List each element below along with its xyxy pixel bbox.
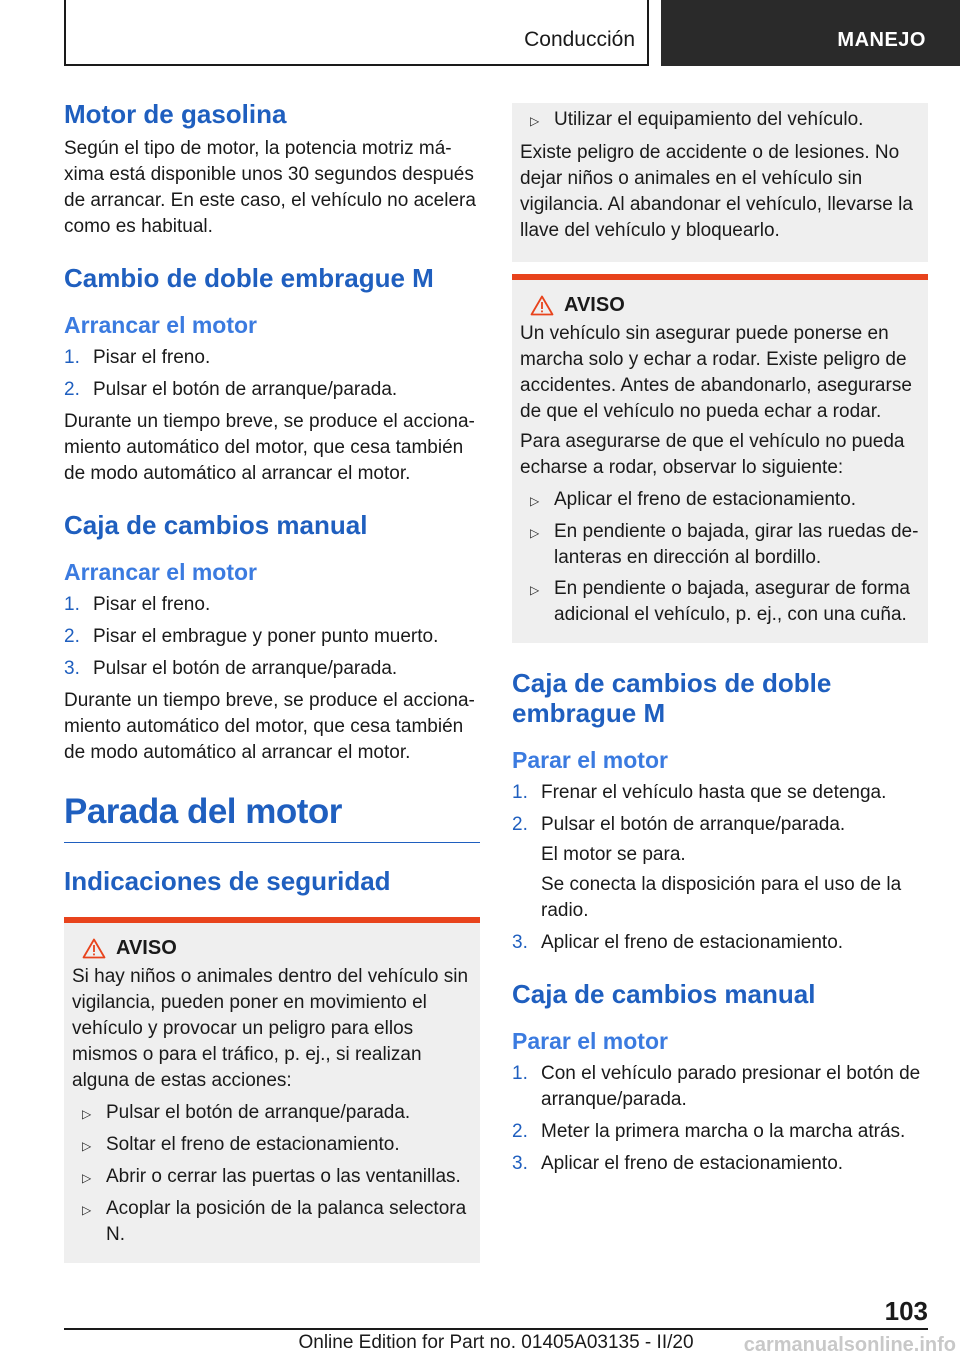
- step-number: 2.: [512, 1120, 528, 1142]
- warning-text: Para asegurarse de que el vehículo no pueda echarse a rodar, observar lo siguiente:: [520, 431, 905, 478]
- step-text: Con el vehículo parado presionar el botón de arranque/parada.: [541, 1062, 921, 1110]
- list-item: [72, 1164, 472, 1191]
- header-chapter-tab: [661, 0, 960, 66]
- triangle-bullet-icon: ▷: [530, 494, 540, 508]
- manual-stop-heading: Caja de cambios manual: [512, 978, 816, 1009]
- dct-stop-heading: Caja de cambios de doble embrague M: [512, 668, 832, 728]
- gasoline-heading: Motor de gasolina: [64, 99, 287, 129]
- triangle-bullet-icon: ▷: [530, 526, 540, 540]
- stop-engine-title: Parada del motor: [64, 792, 480, 843]
- step-text: Pulsar el botón de arranque/parada.: [93, 657, 398, 679]
- list-item: [72, 1196, 472, 1248]
- list-item: [520, 519, 920, 571]
- step-number: 1.: [64, 593, 80, 615]
- list-item: [520, 487, 920, 514]
- warning-actions-list: [72, 1100, 472, 1248]
- list-item-text: Pulsar el botón de arranque/parada.: [106, 1101, 411, 1123]
- dct-start-subheading: Arrancar el motor: [64, 311, 258, 338]
- section-title: Conducción: [524, 28, 635, 51]
- warning-triangle-icon: [72, 938, 116, 959]
- dct-heading: Cambio de doble embrague M: [64, 262, 434, 293]
- step-text: Pisar el freno.: [93, 346, 211, 368]
- step-number: 2.: [64, 625, 80, 647]
- list-item: [64, 345, 480, 371]
- warning-precautions-list: [520, 487, 920, 628]
- manual-start-subheading: Arrancar el motor: [64, 558, 258, 585]
- step-number: 1.: [512, 1062, 528, 1084]
- list-item: [64, 624, 480, 650]
- step-text: Aplicar el freno de estacionamiento.: [541, 1152, 844, 1174]
- manual-heading: Caja de cambios manual: [64, 509, 368, 540]
- triangle-bullet-icon: ▷: [82, 1138, 92, 1153]
- manual-start-note: Durante un tiempo breve, se produce el accionamiento automático del motor, que cesa también de modo automático al arrancar el motor.: [64, 689, 475, 763]
- continued-warning-text: Existe peligro de accidente o de lesiones. No dejar niños o animales en el vehículo sin vigilancia. Al abandonar el vehículo, llevarse la llave del vehículo y bloquearlo.: [520, 142, 913, 241]
- list-item: [520, 107, 920, 134]
- page-number: 103: [884, 1296, 928, 1326]
- warning-label: AVISO: [116, 936, 177, 959]
- triangle-bullet-icon: ▷: [530, 583, 540, 597]
- step-text: Pulsar el botón de arranque/parada.: [93, 378, 398, 400]
- step-text: Pisar el freno.: [93, 593, 211, 615]
- dct-start-steps: [64, 345, 480, 403]
- step-subtext: El motor se para.: [541, 843, 686, 865]
- list-item: [512, 812, 928, 838]
- list-item: [64, 377, 480, 403]
- warning-text: Si hay niños o animales dentro del vehículo sin vigilancia, pueden poner en movimiento el vehículo y provocar un peligro para ellos mismos o para el tráfico, p. ej., si realizan alguna de estas acciones:: [72, 965, 469, 1091]
- list-item: [512, 780, 928, 806]
- triangle-bullet-icon: ▷: [530, 114, 540, 128]
- step-number: 2.: [64, 378, 80, 400]
- safety-heading: Indicaciones de seguridad: [64, 865, 391, 896]
- step-number: 3.: [64, 657, 80, 679]
- manual-start-steps: [64, 592, 480, 682]
- warning-box-rolling: [512, 274, 928, 643]
- dct-stop-subheading: Parar el motor: [512, 746, 668, 773]
- list-item: [512, 1119, 928, 1145]
- step-text: Frenar el vehículo hasta que se detenga.: [541, 781, 887, 803]
- step-number: 2.: [512, 813, 528, 835]
- gasoline-paragraph: Según el tipo de motor, la potencia motriz máxima está disponible unos 30 segundos después de arrancar. En este caso, el vehículo no acelera como es habitual.: [64, 137, 476, 237]
- list-item: [512, 1061, 928, 1113]
- warning-box-children: [64, 917, 480, 1263]
- list-item-text: Abrir o cerrar las puertas o las ventanillas.: [106, 1165, 461, 1187]
- footer-divider: [64, 1328, 928, 1330]
- list-item-text: Utilizar el equipamiento del vehículo.: [554, 109, 864, 130]
- list-item: [512, 842, 928, 868]
- triangle-bullet-icon: ▷: [82, 1170, 92, 1185]
- list-item: [64, 592, 480, 618]
- dct-stop-steps: [512, 780, 928, 956]
- step-subtext: Se conecta la disposición para el uso de la radio.: [541, 873, 902, 921]
- list-item: [512, 872, 928, 924]
- dct-start-note: Durante un tiempo breve, se produce el accionamiento automático del motor, que cesa también de modo automático al arrancar el motor.: [64, 410, 475, 484]
- step-text: Pisar el embrague y poner punto muerto.: [93, 625, 439, 647]
- step-text: Meter la primera marcha o la marcha atrás.: [541, 1120, 906, 1142]
- list-item-text: Acoplar la posición de la palanca selectora N.: [106, 1197, 467, 1245]
- list-item-text: Aplicar el freno de estacionamiento.: [554, 489, 857, 510]
- list-item-text: En pendiente o bajada, girar las ruedas delanteras en dirección al bordillo.: [554, 521, 919, 568]
- warning-box-continued: [512, 103, 928, 262]
- chapter-title: MANEJO: [837, 29, 926, 51]
- header-section-tab: [64, 0, 649, 66]
- warning-triangle-icon: [520, 295, 564, 316]
- step-number: 1.: [512, 781, 528, 803]
- step-number: 1.: [64, 346, 80, 368]
- list-item: [520, 576, 920, 628]
- watermark: carmanualsonline.info: [743, 1334, 956, 1356]
- warning-text: Un vehículo sin asegurar puede ponerse en marcha solo y echar a rodar. Existe peligro de accidentes. Antes de abandonarlo, asegurarse de que el vehículo no pueda echar a rodar.: [520, 323, 912, 422]
- right-column: [512, 103, 928, 1183]
- list-item-text: En pendiente o bajada, asegurar de forma adicional el vehículo, p. ej., con una cuña.: [554, 578, 910, 625]
- continued-actions-list: [520, 107, 920, 134]
- manual-stop-steps: [512, 1061, 928, 1177]
- list-item: [512, 930, 928, 956]
- list-item: [512, 1151, 928, 1177]
- manual-stop-subheading: Parar el motor: [512, 1027, 668, 1054]
- footer-edition: Online Edition for Part no. 01405A03135 - II/20: [298, 1332, 694, 1353]
- step-text: Aplicar el freno de estacionamiento.: [541, 931, 844, 953]
- step-number: 3.: [512, 1152, 528, 1174]
- warning-label: AVISO: [564, 294, 625, 316]
- triangle-bullet-icon: ▷: [82, 1202, 92, 1217]
- warning-header: [520, 294, 920, 317]
- warning-header: [72, 937, 472, 960]
- step-text: Pulsar el botón de arranque/parada.: [541, 813, 846, 835]
- left-column: [64, 100, 480, 1263]
- list-item-text: Soltar el freno de estacionamiento.: [106, 1133, 400, 1155]
- triangle-bullet-icon: ▷: [82, 1106, 92, 1121]
- list-item: [72, 1100, 472, 1127]
- list-item: [72, 1132, 472, 1159]
- list-item: [64, 656, 480, 682]
- step-number: 3.: [512, 931, 528, 953]
